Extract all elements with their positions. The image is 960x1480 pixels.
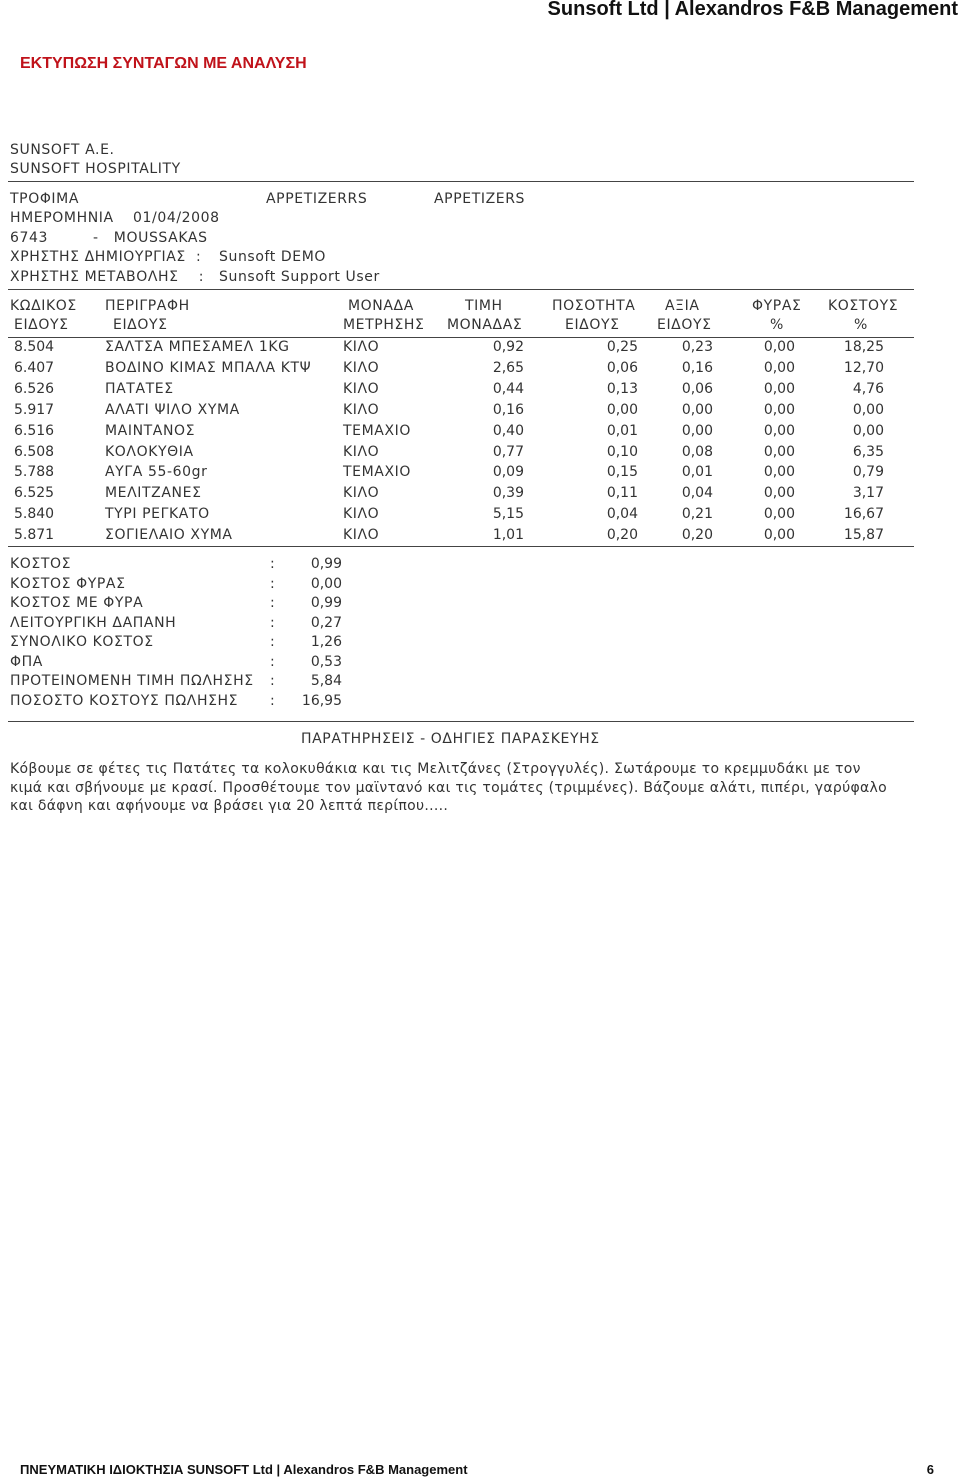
cell-price: 2,65 [492,359,524,376]
cell-cost: 6,35 [852,443,884,460]
date-value: 01/04/2008 [133,210,220,226]
cell-unit: ΚΙΛΟ [343,339,380,355]
cell-waste: 0,00 [763,339,795,355]
cell-price: 0,09 [492,464,524,481]
cell-waste: 0,00 [763,380,795,397]
cell-unit: ΤΕΜΑΧΙΟ [343,464,411,481]
cell-code: 5.788 [14,464,55,481]
cell-value: 0,20 [681,527,713,544]
date-label: ΗΜΕΡΟΜΗΝΙΑ [10,210,114,226]
cell-qty: 0,00 [606,401,638,418]
cell-unit: ΚΙΛΟ [343,485,380,502]
col-header-value-2: ΕΙΔΟΥΣ [657,317,712,333]
page-header-title: Sunsoft Ltd | Alexandros F&B Management [547,0,958,20]
cell-cost: 12,70 [843,359,884,376]
cell-code: 6.407 [14,359,55,376]
divider [8,289,914,290]
page-number: 6 [926,1462,934,1477]
col-header-waste-2: % [770,317,784,333]
notes-text: Κόβουμε σε φέτες τις Πατάτες τα κολοκυθάκια και τις Μελιτζάνες (Στρογγυλές). Σωτάρουμε το κρεμμυδάκι με τον κιμά και σβήνουμε με κρασί. Προσθέτουμε τον μαϊντανό και τις τομάτες (τριμμένες). Βάζουμε αλάτι, πιπέρι, γαρύφαλο και δάφνη και αφήνουμε να βράσει για 20 λεπτά περίπου..... [10,761,887,814]
company-name: SUNSOFT A.E. [10,142,115,158]
col-header-qty-2: ΕΙΔΟΥΣ [565,317,620,333]
modifier-label: ΧΡΗΣΤΗΣ ΜΕΤΑΒΟΛΗΣ : [10,269,205,285]
cell-qty: 0,20 [606,527,638,544]
col-header-code-2: ΕΙΔΟΥΣ [14,317,69,333]
cell-code: 6.508 [14,443,55,460]
cell-desc: ΣΑΛΤΣΑ ΜΠΕΣΑΜΕΛ 1KG [105,339,290,355]
cell-cost: 15,87 [843,527,884,544]
summary-value: 5,84 [310,673,342,689]
cell-value: 0,00 [681,422,713,439]
cell-qty: 0,10 [606,443,638,460]
col-header-price-1: ΤΙΜΗ [465,298,503,314]
cell-desc: ΑΛΑΤΙ ΨΙΛΟ ΧΥΜΑ [105,401,240,418]
cell-code: 8.504 [14,339,55,355]
category-value-1: APPETIZERRS [266,191,368,207]
cell-value: 0,23 [681,339,713,355]
cell-code: 5.917 [14,401,55,418]
cell-qty: 0,06 [606,359,638,376]
col-header-price-2: ΜΟΝΑΔΑΣ [447,317,523,333]
col-header-cost-2: % [854,317,868,333]
recipe-name: - MOUSSAKAS [93,230,208,246]
cell-desc: ΠΑΤΑΤΕΣ [105,380,174,397]
divider [8,181,914,182]
col-header-qty-1: ΠΟΣΟΤΗΤΑ [552,298,636,314]
summary-separator: : [270,556,276,572]
cell-desc: ΣΟΓΙΕΛΑΙΟ ΧΥΜΑ [105,527,233,544]
cell-cost: 18,25 [843,339,884,355]
cell-desc: ΜΕΛΙΤΖΑΝΕΣ [105,485,202,502]
col-header-code-1: ΚΩΔΙΚΟΣ [10,298,77,314]
cell-value: 0,08 [681,443,713,460]
col-header-desc-1: ΠΕΡΙΓΡΑΦΗ [105,298,190,314]
cell-unit: ΚΙΛΟ [343,527,380,544]
cell-desc: ΒΟΔΙΝΟ ΚΙΜΑΣ ΜΠΑΛΑ ΚΤΨ [105,359,312,376]
footer-copyright: ΠΝΕΥΜΑΤΙΚΗ ΙΔΙΟΚΤΗΣΙΑ SUNSOFT Ltd | Alexandros F&B Management [20,1462,468,1477]
cell-value: 0,16 [681,359,713,376]
cell-qty: 0,01 [606,422,638,439]
cell-code: 6.526 [14,380,55,397]
category-label: ΤΡΟΦΙΜΑ [10,191,80,207]
summary-separator: : [270,653,276,670]
division-name: SUNSOFT HOSPITALITY [10,161,181,177]
summary-value: 0,27 [310,614,342,631]
category-value-2: APPETIZERS [434,191,526,207]
summary-label: ΠΡΟΤΕΙΝΟΜΕΝΗ ΤΙΜΗ ΠΩΛΗΣΗΣ [10,673,254,689]
cell-cost: 3,17 [852,485,884,502]
summary-separator: : [270,634,276,650]
divider [8,337,914,338]
cell-waste: 0,00 [763,485,795,502]
cell-desc: ΚΟΛΟΚΥΘΙΑ [105,443,194,460]
summary-value: 0,99 [310,556,342,572]
creator-label: ΧΡΗΣΤΗΣ ΔΗΜΙΟΥΡΓΙΑΣ : [10,249,202,265]
summary-label: ΛΕΙΤΟΥΡΓΙΚΗ ΔΑΠΑΝΗ [10,614,177,631]
summary-separator: : [270,692,276,709]
modifier-value: Sunsoft Support User [219,269,380,285]
cell-price: 0,44 [492,380,524,397]
recipe-code: 6743 [10,230,49,246]
cell-code: 6.516 [14,422,55,439]
summary-value: 0,99 [310,595,342,611]
summary-separator: : [270,614,276,631]
cell-waste: 0,00 [763,506,795,523]
document-title: ΕΚΤΥΠΩΣΗ ΣΥΝΤΑΓΩΝ ΜΕ ΑΝΑΛΥΣΗ [20,55,307,72]
cell-unit: ΚΙΛΟ [343,359,380,376]
summary-value: 0,53 [310,653,342,670]
cell-unit: ΚΙΛΟ [343,443,380,460]
cell-waste: 0,00 [763,401,795,418]
cell-price: 1,01 [492,527,524,544]
summary-label: ΦΠΑ [10,653,43,670]
cell-code: 5.871 [14,527,55,544]
cell-price: 0,77 [492,443,524,460]
cell-desc: ΑΥΓΑ 55-60gr [105,464,208,481]
cell-price: 5,15 [492,506,524,523]
cell-value: 0,01 [681,464,713,481]
cell-value: 0,06 [681,380,713,397]
summary-separator: : [270,595,276,611]
notes-title: ΠΑΡΑΤΗΡΗΣΕΙΣ - ΟΔΗΓΙΕΣ ΠΑΡΑΣΚΕΥΗΣ [301,731,600,747]
cell-unit: ΤΕΜΑΧΙΟ [343,422,411,439]
summary-label: ΚΟΣΤΟΣ [10,556,72,572]
cell-waste: 0,00 [763,443,795,460]
summary-label: ΚΟΣΤΟΣ ΜΕ ΦΥΡΑ [10,595,144,611]
summary-label: ΣΥΝΟΛΙΚΟ ΚΟΣΤΟΣ [10,634,154,650]
creator-value: Sunsoft DEMO [219,249,327,265]
cell-code: 5.840 [14,506,55,523]
cell-unit: ΚΙΛΟ [343,401,380,418]
summary-label: ΚΟΣΤΟΣ ΦΥΡΑΣ [10,575,126,592]
cell-unit: ΚΙΛΟ [343,506,380,523]
cell-price: 0,39 [492,485,524,502]
cell-value: 0,04 [681,485,713,502]
cell-desc: ΤΥΡΙ ΡΕΓΚΑΤΟ [105,506,210,523]
col-header-unit-2: ΜΕΤΡΗΣΗΣ [343,317,425,333]
cell-cost: 0,00 [852,422,884,439]
cell-waste: 0,00 [763,359,795,376]
cell-price: 0,92 [492,339,524,355]
summary-separator: : [270,673,276,689]
col-header-waste-1: ΦΥΡΑΣ [752,298,802,314]
cell-qty: 0,04 [606,506,638,523]
cell-qty: 0,25 [606,339,638,355]
summary-value: 1,26 [310,634,342,650]
cell-qty: 0,13 [606,380,638,397]
summary-separator: : [270,575,276,592]
cell-desc: ΜΑΙΝΤΑΝΟΣ [105,422,196,439]
divider [8,546,914,547]
cell-cost: 0,79 [852,464,884,481]
cell-cost: 0,00 [852,401,884,418]
cell-qty: 0,11 [606,485,638,502]
summary-label: ΠΟΣΟΣΤΟ ΚΟΣΤΟΥΣ ΠΩΛΗΣΗΣ [10,692,239,709]
cell-code: 6.525 [14,485,55,502]
col-header-unit-1: ΜΟΝΑΔΑ [348,298,414,314]
cell-value: 0,00 [681,401,713,418]
col-header-value-1: ΑΞΙΑ [665,298,700,314]
cell-value: 0,21 [681,506,713,523]
cell-cost: 4,76 [852,380,884,397]
col-header-desc-2: ΕΙΔΟΥΣ [113,317,168,333]
divider [8,721,914,722]
cell-cost: 16,67 [843,506,884,523]
cell-price: 0,16 [492,401,524,418]
summary-value: 16,95 [301,692,342,709]
cell-waste: 0,00 [763,527,795,544]
cell-waste: 0,00 [763,464,795,481]
cell-price: 0,40 [492,422,524,439]
cell-unit: ΚΙΛΟ [343,380,380,397]
summary-value: 0,00 [310,575,342,592]
cell-waste: 0,00 [763,422,795,439]
col-header-cost-1: ΚΟΣΤΟΥΣ [828,298,899,314]
cell-qty: 0,15 [606,464,638,481]
